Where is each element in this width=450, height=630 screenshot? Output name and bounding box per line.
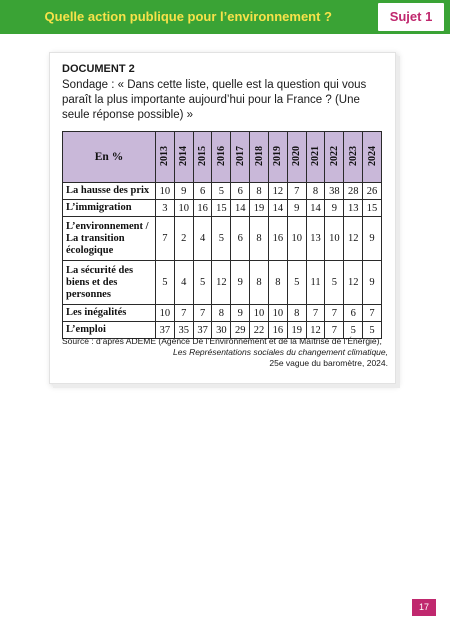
table-cell: 7 [193,305,212,322]
source-line-1: Source : d’après ADEME (Agence De l’Environnement et de la Maîtrise de l’Énergie), [62,336,382,346]
table-row [63,261,382,305]
table-cell: 5 [363,322,382,339]
table-cell: 9 [287,200,306,217]
table-cell: 12 [306,322,325,339]
table-cell: 4 [174,261,193,305]
table-cell: 8 [306,183,325,200]
table-cell: 6 [231,183,250,200]
table-cell: 13 [306,217,325,261]
table-cell: 13 [344,200,363,217]
table-cell: 7 [174,305,193,322]
table-cell: 7 [306,305,325,322]
table-cell: 26 [363,183,382,200]
table-cell: 10 [174,200,193,217]
table-cell: 5 [156,261,175,305]
table-cell: 9 [325,200,344,217]
table-cell: 7 [363,305,382,322]
table-cell: 28 [344,183,363,200]
source-line-3: 25e vague du baromètre, 2024. [269,358,388,368]
source-line-2: Les Représentations sociales du changement climatique, [173,347,388,357]
table-row [63,305,382,322]
table-cell: 6 [231,217,250,261]
row-label: La hausse des prix [63,183,156,200]
table-cell: 5 [212,217,231,261]
year-header: 2024 [363,132,382,183]
table-cell: 16 [268,217,287,261]
year-header: 2019 [268,132,287,183]
year-header: 2016 [212,132,231,183]
row-label: L’immigration [63,200,156,217]
year-header: 2020 [287,132,306,183]
table-cell: 5 [212,183,231,200]
table-cell: 35 [174,322,193,339]
table-cell: 4 [193,217,212,261]
year-header: 2017 [231,132,250,183]
year-header: 2018 [250,132,269,183]
table-cell: 10 [287,217,306,261]
document-box [49,52,396,384]
table-cell: 8 [212,305,231,322]
table-cell: 10 [250,305,269,322]
subject-badge: Sujet 1 [378,3,444,31]
table-cell: 10 [325,217,344,261]
table-cell: 9 [363,217,382,261]
table-body [63,183,382,339]
table-cell: 15 [212,200,231,217]
table-cell: 6 [193,183,212,200]
table-cell: 8 [250,217,269,261]
table-cell: 7 [325,305,344,322]
table-cell: 8 [287,305,306,322]
row-label: L’emploi [63,322,156,339]
table-cell: 14 [268,200,287,217]
table-cell: 29 [231,322,250,339]
table-cell: 2 [174,217,193,261]
table-cell: 8 [250,261,269,305]
poll-table [62,131,382,339]
table-row [63,217,382,261]
table-cell: 9 [231,261,250,305]
table-cell: 38 [325,183,344,200]
table-cell: 5 [325,261,344,305]
table-cell: 16 [268,322,287,339]
table-cell: 6 [344,305,363,322]
row-label: L’environnement / La transition écologique [63,217,156,261]
table-cell: 14 [231,200,250,217]
table-cell: 16 [193,200,212,217]
year-header: 2015 [193,132,212,183]
table-cell: 7 [156,217,175,261]
year-header: 2022 [325,132,344,183]
table-cell: 5 [344,322,363,339]
table-cell: 9 [363,261,382,305]
year-header: 2023 [344,132,363,183]
table-cell: 19 [250,200,269,217]
table-cell: 9 [174,183,193,200]
table-cell: 10 [156,183,175,200]
table-cell: 19 [287,322,306,339]
table-cell: 22 [250,322,269,339]
table-cell: 8 [250,183,269,200]
table-cell: 12 [344,261,363,305]
table-cell: 37 [193,322,212,339]
table-cell: 37 [156,322,175,339]
table-cell: 8 [268,261,287,305]
year-header: 2014 [174,132,193,183]
table-cell: 12 [268,183,287,200]
table-cell: 5 [287,261,306,305]
table-row [63,183,382,200]
table-cell: 10 [268,305,287,322]
year-header: 2013 [156,132,175,183]
page-number: 17 [412,599,436,616]
unit-header: En % [63,132,156,183]
table-cell: 3 [156,200,175,217]
table-cell: 9 [231,305,250,322]
table-cell: 5 [193,261,212,305]
header-bar [0,0,450,34]
row-label: La sécurité des biens et des personnes [63,261,156,305]
table-cell: 7 [287,183,306,200]
table-cell: 7 [325,322,344,339]
header-title: Quelle action publique pour l’environnement ? [44,9,332,24]
document-label: DOCUMENT 2 [62,63,135,75]
row-label: Les inégalités [63,305,156,322]
year-header: 2021 [306,132,325,183]
source-note [62,336,388,369]
table-cell: 11 [306,261,325,305]
table-cell: 14 [306,200,325,217]
survey-question: Sondage : « Dans cette liste, quelle est la question qui vous paraît la plus importante aujourd’hui pour la France ? (Une seule réponse possible) » [62,79,367,121]
table-cell: 12 [344,217,363,261]
table-header-row [63,132,382,183]
table-cell: 10 [156,305,175,322]
table-cell: 12 [212,261,231,305]
table-row [63,200,382,217]
table-cell: 30 [212,322,231,339]
table-cell: 15 [363,200,382,217]
